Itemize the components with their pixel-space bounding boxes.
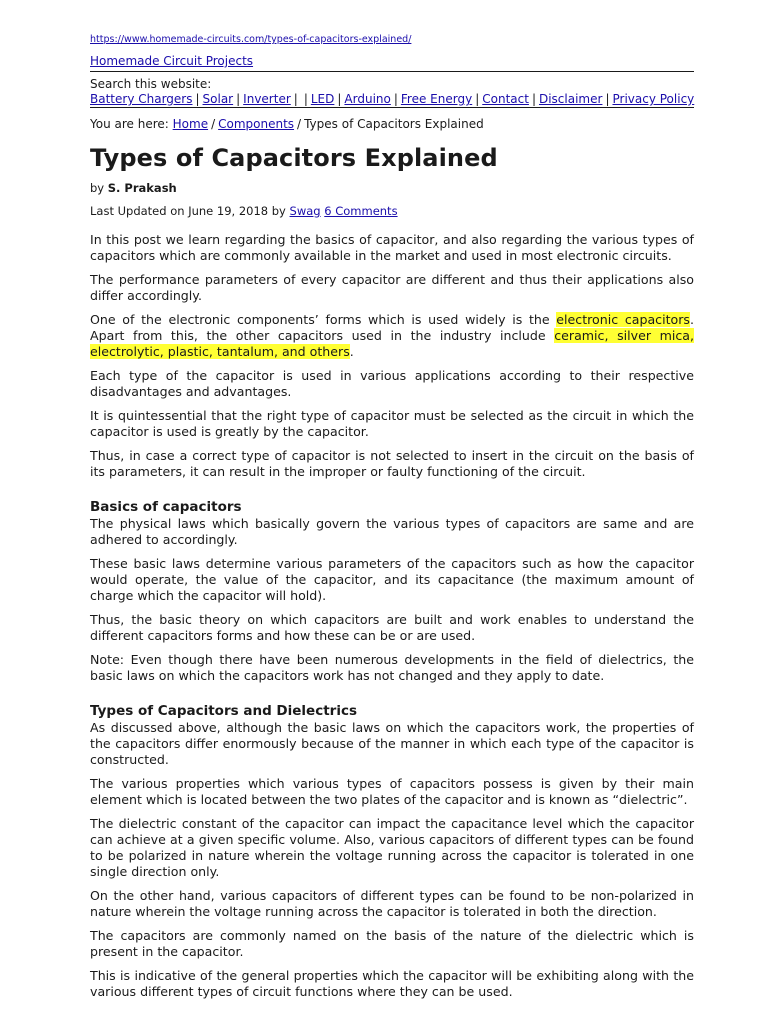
- breadcrumb-current: Types of Capacitors Explained: [304, 117, 484, 131]
- nav-solar[interactable]: Solar: [202, 92, 234, 106]
- paragraph-text: One of the electronic components’ forms which is used widely is the: [90, 312, 557, 327]
- paragraph: Thus, the basic theory on which capacitors are built and work enables to understand the different capacitors forms and how these can be or are used.: [90, 612, 694, 643]
- author-name: S. Prakash: [107, 181, 177, 195]
- nav-free-energy[interactable]: Free Energy: [400, 92, 473, 106]
- paragraph: In this post we learn regarding the basics of capacitor, and also regarding the various types of capacitors which are commonly available in the market and used in most electronic circuits.: [90, 232, 694, 263]
- header-divider: [90, 71, 694, 72]
- nav-contact[interactable]: Contact: [482, 92, 529, 106]
- paragraph: The capacitors are commonly named on the basis of the nature of the dielectric which is present in the capacitor.: [90, 928, 694, 959]
- paragraph: On the other hand, various capacitors of different types can be found to be non-polarized in nature wherein the voltage running across the capacitor is tolerated in both the direction.: [90, 888, 694, 919]
- section-heading-types: Types of Capacitors and Dielectrics: [90, 703, 357, 719]
- main-nav: [90, 92, 694, 106]
- paragraph: This is indicative of the general properties which the capacitor will be exhibiting along with the various different types of circuit functions where they can be used.: [90, 968, 694, 999]
- paragraph-highlighted: [90, 312, 694, 360]
- nav-separator: |: [293, 92, 298, 106]
- paragraph: Thus, in case a correct type of capacitor is not selected to insert in the circuit on the basis of its parameters, it can result in the improper or faulty functioning of the circuit.: [90, 448, 694, 479]
- paragraph: Each type of the capacitor is used in various applications according to their respective disadvantages and advantages.: [90, 368, 694, 399]
- updated-text: Last Updated on June 19, 2018 by: [90, 204, 286, 218]
- nav-disclaimer[interactable]: Disclaimer: [538, 92, 603, 106]
- nav-separator: |: [303, 92, 308, 106]
- nav-divider: [90, 107, 694, 108]
- nav-battery-chargers[interactable]: Battery Chargers: [90, 92, 193, 106]
- breadcrumb: [90, 117, 694, 131]
- nav-separator: |: [236, 92, 241, 106]
- highlighted-text: ceramic, silver mica, electrolytic, plastic, tantalum, and others: [90, 328, 695, 359]
- nav-separator: |: [531, 92, 536, 106]
- breadcrumb-components-link[interactable]: Components: [218, 117, 295, 131]
- highlighted-text: electronic capacitors: [556, 312, 690, 327]
- nav-separator: |: [605, 92, 610, 106]
- comments-link[interactable]: 6 Comments: [324, 204, 398, 218]
- nav-separator: |: [337, 92, 342, 106]
- paragraph: It is quintessential that the right type of capacitor must be selected as the circuit in which the capacitor is used is greatly by the capacitor.: [90, 408, 694, 439]
- paragraph-text: . Apart from this, the other capacitors used in the industry include: [90, 312, 695, 343]
- breadcrumb-prefix: You are here:: [90, 117, 169, 131]
- breadcrumb-separator: /: [297, 117, 302, 131]
- nav-privacy-policy[interactable]: Privacy Policy: [612, 92, 695, 106]
- site-name-link[interactable]: Homemade Circuit Projects: [90, 54, 254, 68]
- paragraph: The various properties which various types of capacitors possess is given by their main element which is located between the two plates of the capacitor and is known as “dielectric”.: [90, 776, 694, 807]
- updated-by-link[interactable]: Swag: [289, 204, 321, 218]
- nav-led[interactable]: LED: [310, 92, 335, 106]
- nav-inverter[interactable]: Inverter: [243, 92, 291, 106]
- page: [90, 0, 694, 1008]
- search-label: Search this website:: [90, 77, 212, 91]
- paragraph: These basic laws determine various parameters of the capacitors such as how the capacitor would operate, the value of the capacitor, and its capacitance (the maximum amount of charge which the capacitor will hold).: [90, 556, 694, 603]
- nav-separator: |: [195, 92, 200, 106]
- article-title: Types of Capacitors Explained: [90, 144, 498, 172]
- nav-separator: |: [475, 92, 480, 106]
- nav-separator: |: [393, 92, 398, 106]
- article-updated: [90, 204, 694, 218]
- section-heading-basics: Basics of capacitors: [90, 499, 242, 515]
- byline-by: by: [90, 181, 105, 195]
- paragraph: As discussed above, although the basic laws on which the capacitors work, the properties of the capacitors differ enormously because of the manner in which each type of the capacitor is constructed.: [90, 720, 694, 767]
- page-url-link[interactable]: https://www.homemade-circuits.com/types-of-capacitors-explained/: [90, 34, 412, 45]
- paragraph: The performance parameters of every capacitor are different and thus their applications also differ accordingly.: [90, 272, 694, 303]
- nav-arduino[interactable]: Arduino: [344, 92, 391, 106]
- paragraph: The dielectric constant of the capacitor can impact the capacitance level which the capacitor can achieve at a given specific volume. Also, various capacitors of different types can be found to be polarized in nature wherein the voltage running across the capacitor is tolerated in one single direction only.: [90, 816, 694, 879]
- article-body: [90, 232, 694, 1000]
- article-byline: [90, 181, 694, 195]
- breadcrumb-separator: /: [211, 117, 216, 131]
- breadcrumb-home-link[interactable]: Home: [172, 117, 209, 131]
- paragraph: Note: Even though there have been numerous developments in the field of dielectrics, the basic laws on which the capacitors work has not changed and they apply to date.: [90, 652, 694, 683]
- paragraph: The physical laws which basically govern the various types of capacitors are same and are adhered to accordingly.: [90, 516, 694, 547]
- paragraph-text: .: [349, 344, 354, 359]
